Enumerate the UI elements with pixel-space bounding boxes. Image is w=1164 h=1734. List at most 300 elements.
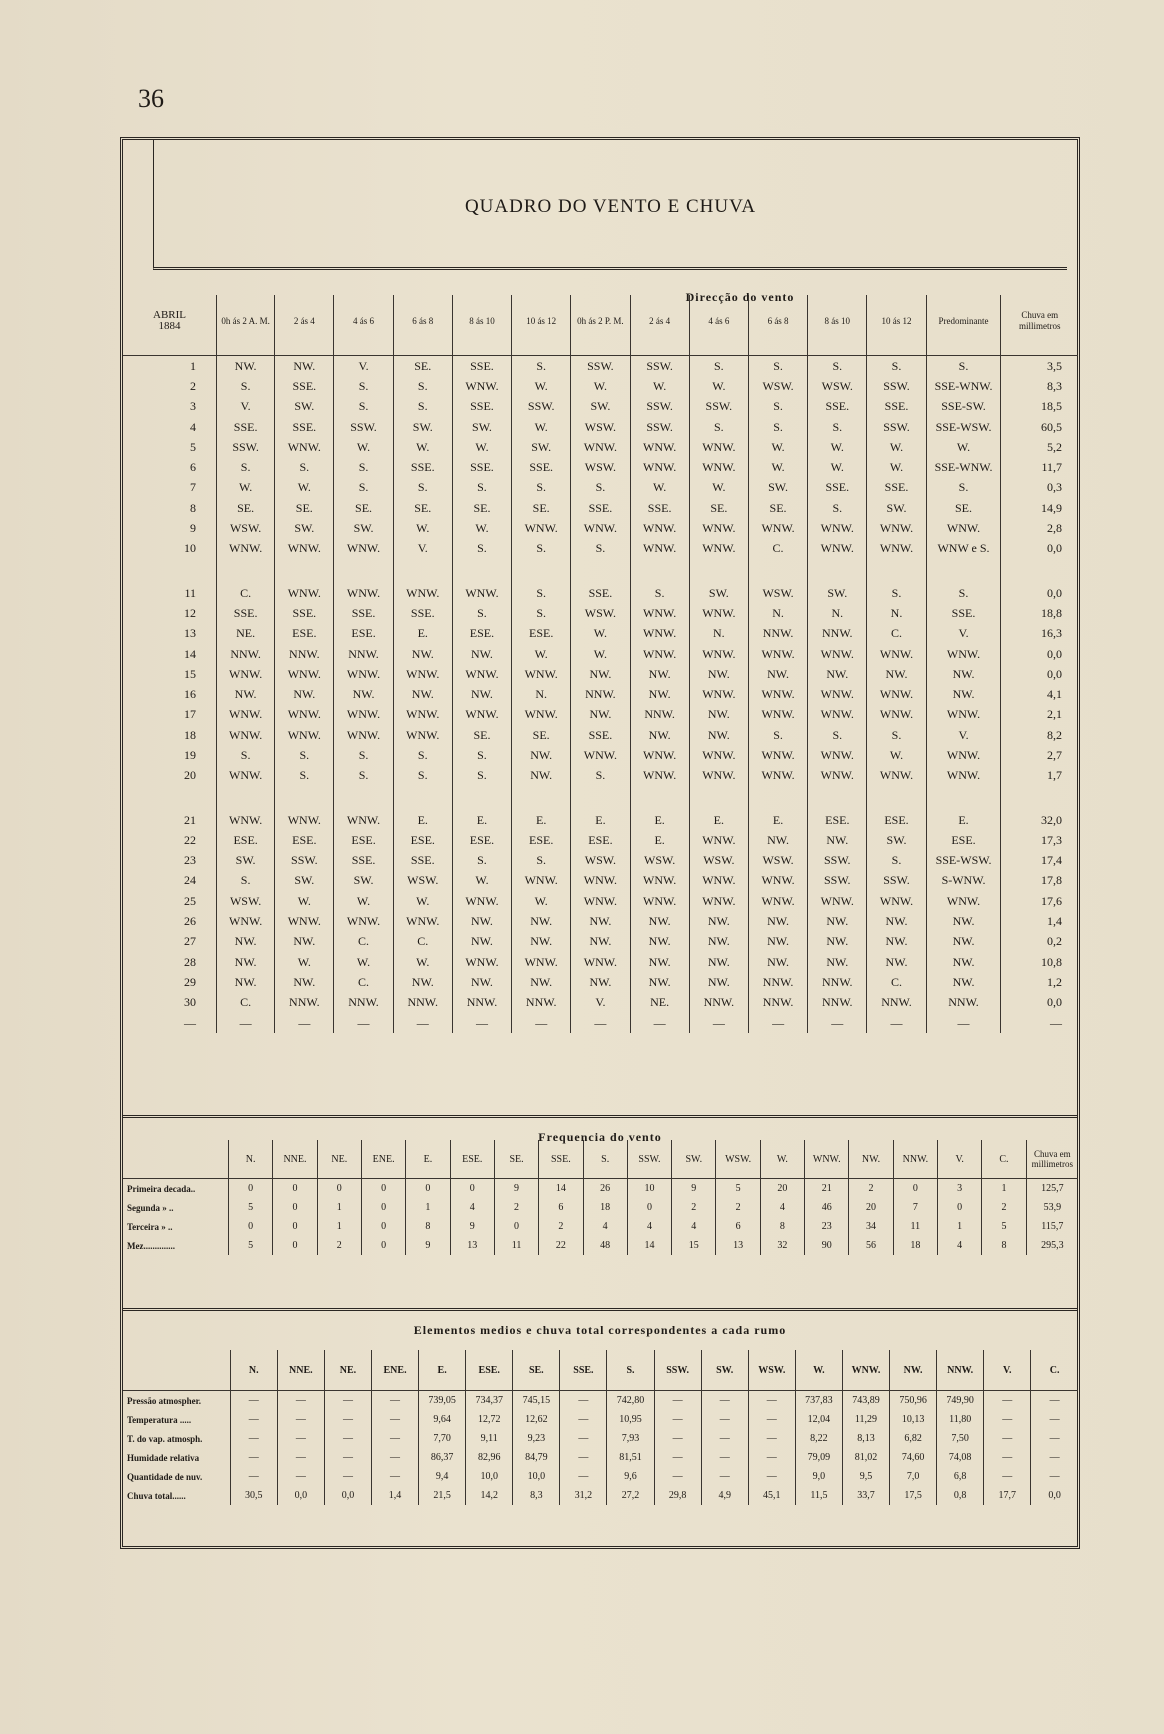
wind-cell: NW. [217, 952, 275, 972]
elem-cell: — [230, 1448, 277, 1467]
wind-cell: NNW. [748, 624, 807, 644]
elem-cell: — [654, 1448, 701, 1467]
wind-cell: V. [571, 993, 630, 1013]
predominant-cell: SSE-WSW. [926, 417, 1001, 437]
wind-cell: S. [393, 397, 452, 417]
elem-cell: — [372, 1391, 419, 1411]
elem-cell: — [277, 1467, 324, 1486]
freq-cell: 9 [406, 1236, 450, 1255]
freq-col-header: NE. [317, 1140, 361, 1179]
wind-cell: NNW. [808, 972, 867, 992]
wind-cell: NW. [630, 952, 689, 972]
rain-cell: 60,5 [1001, 417, 1078, 437]
freq-col-header: S. [583, 1140, 627, 1179]
wind-cell: SE. [689, 498, 748, 518]
elem-col-header: ENE. [372, 1350, 419, 1391]
wind-cell: S. [689, 417, 748, 437]
table-row [123, 911, 1078, 931]
wind-cell: WNW. [748, 644, 807, 664]
wind-cell: WNW. [217, 539, 275, 559]
elem-cell: — [372, 1429, 419, 1448]
wind-cell: SSE. [275, 417, 334, 437]
elem-cell: — [1031, 1429, 1078, 1448]
col-header: 10 ás 12 [867, 295, 926, 347]
table-row [123, 766, 1078, 786]
predominant-cell: WNW. [926, 745, 1001, 765]
table-row [123, 603, 1078, 623]
predominant-cell: WNW. [926, 766, 1001, 786]
rain-cell: 0,3 [1001, 478, 1078, 498]
wind-cell: E. [748, 810, 807, 830]
elem-cell: 7,70 [419, 1429, 466, 1448]
wind-cell: C. [334, 972, 393, 992]
elem-col-header: WNW. [842, 1350, 889, 1391]
rain-cell: 1,4 [1001, 911, 1078, 931]
wind-cell: WNW. [630, 766, 689, 786]
elem-cell: 74,60 [890, 1448, 937, 1467]
elem-col-header: ESE. [466, 1350, 513, 1391]
day-cell: 20 [184, 768, 197, 783]
wind-cell: S. [334, 376, 393, 396]
wind-cell: S. [393, 478, 452, 498]
wind-cell: SSE. [452, 356, 511, 377]
wind-cell: S. [393, 376, 452, 396]
freq-cell: 21 [805, 1179, 849, 1199]
wind-cell: WNW. [808, 518, 867, 538]
wind-cell: WNW. [571, 437, 630, 457]
wind-cell: W. [452, 437, 511, 457]
day-cell: 10 [184, 541, 197, 556]
elem-cell: 11,80 [937, 1410, 984, 1429]
wind-cell: S. [571, 539, 630, 559]
wind-cell: E. [630, 830, 689, 850]
freq-cell: 5 [229, 1236, 273, 1255]
wind-cell: NW. [689, 972, 748, 992]
elem-cell: 81,51 [607, 1448, 654, 1467]
wind-cell: NNW. [452, 993, 511, 1013]
wind-cell: SSW. [334, 417, 393, 437]
wind-cell: SSE. [808, 478, 867, 498]
wind-cell: S. [512, 851, 571, 871]
wind-cell: NNW. [808, 993, 867, 1013]
rain-cell: 17,3 [1001, 830, 1078, 850]
wind-cell: N. [689, 624, 748, 644]
wind-cell: WNW. [689, 603, 748, 623]
wind-cell: C. [748, 539, 807, 559]
freq-cell: 0 [494, 1217, 538, 1236]
wind-cell: WNW. [630, 457, 689, 477]
freq-cell: 2 [849, 1179, 893, 1199]
elem-cell: — [1031, 1410, 1078, 1429]
predominant-cell: E. [926, 810, 1001, 830]
wind-cell: W. [393, 518, 452, 538]
wind-cell: — [452, 1013, 511, 1033]
elem-cell: 12,04 [795, 1410, 842, 1429]
wind-cell: NW. [748, 664, 807, 684]
table-row [123, 664, 1078, 684]
elem-col-header: NW. [890, 1350, 937, 1391]
wind-cell: ESE. [512, 830, 571, 850]
table-row [123, 851, 1078, 871]
wind-cell: SSW. [571, 356, 630, 377]
wind-cell: WNW. [334, 911, 393, 931]
wind-cell: E. [689, 810, 748, 830]
wind-cell: NW. [571, 664, 630, 684]
wind-cell: S. [334, 766, 393, 786]
freq-cell: 0 [938, 1198, 982, 1217]
wind-cell: WNW. [689, 684, 748, 704]
elem-cell: 0,0 [277, 1486, 324, 1505]
table-row [123, 972, 1078, 992]
elem-cell: — [560, 1467, 607, 1486]
wind-cell: — [867, 1013, 926, 1033]
wind-cell: WNW. [630, 644, 689, 664]
rain-cell: 0,2 [1001, 932, 1078, 952]
wind-cell: SSW. [867, 871, 926, 891]
elem-cell: — [748, 1391, 795, 1411]
day-cell: 27 [184, 934, 197, 949]
title-box [153, 140, 1067, 270]
elem-cell: 743,89 [842, 1391, 889, 1411]
predominant-cell: SSE-WNW. [926, 376, 1001, 396]
freq-cell: 125,7 [1026, 1179, 1078, 1199]
table-row [123, 810, 1078, 830]
predominant-cell: WNW. [926, 705, 1001, 725]
year-label: 1884 [158, 320, 181, 332]
wind-cell: V. [217, 397, 275, 417]
wind-cell: S. [808, 417, 867, 437]
wind-cell: C. [867, 972, 926, 992]
elem-col-header: SW. [701, 1350, 748, 1391]
elem-col-header: C. [1031, 1350, 1078, 1391]
elem-cell: 10,13 [890, 1410, 937, 1429]
wind-cell: NW. [748, 932, 807, 952]
freq-col-header: NNW. [893, 1140, 937, 1179]
wind-cell: E. [571, 810, 630, 830]
elem-cell: 17,5 [890, 1486, 937, 1505]
table-row [123, 684, 1078, 704]
predominant-cell: WNW e S. [926, 539, 1001, 559]
wind-cell: — [512, 1013, 571, 1033]
rain-cell: 2,8 [1001, 518, 1078, 538]
wind-cell: NW. [808, 830, 867, 850]
wind-cell: WNW. [808, 539, 867, 559]
wind-cell: NW. [630, 911, 689, 931]
wind-cell: E. [452, 810, 511, 830]
wind-cell: S. [452, 745, 511, 765]
month-label: ABRIL [153, 309, 186, 321]
elem-col-header: SE. [513, 1350, 560, 1391]
freq-cell: 56 [849, 1236, 893, 1255]
wind-cell: NW. [393, 644, 452, 664]
wind-cell: WSW. [217, 891, 275, 911]
freq-cell: 23 [805, 1217, 849, 1236]
table-row [123, 644, 1078, 664]
wind-cell: WNW. [748, 518, 807, 538]
col-header: 2 ás 4 [630, 295, 689, 347]
wind-cell: WNW. [512, 518, 571, 538]
wind-cell: WNW. [217, 664, 275, 684]
wind-cell: NW. [808, 952, 867, 972]
freq-col-header: C. [982, 1140, 1026, 1179]
elem-cell: — [324, 1429, 371, 1448]
col-header: 6 ás 8 [393, 295, 452, 347]
wind-cell: C. [334, 932, 393, 952]
wind-cell: SW. [867, 498, 926, 518]
table-row [123, 1429, 1078, 1448]
table-row [123, 745, 1078, 765]
wind-cell: SSE. [393, 457, 452, 477]
elem-cell: — [230, 1391, 277, 1411]
day-cell: 19 [184, 747, 197, 762]
rain-cell: 2,7 [1001, 745, 1078, 765]
elem-cell: — [701, 1429, 748, 1448]
elem-col-header: W. [795, 1350, 842, 1391]
elem-col-header: SSW. [654, 1350, 701, 1391]
wind-cell: W. [334, 437, 393, 457]
table-row [123, 498, 1078, 518]
elem-cell: — [560, 1391, 607, 1411]
predominant-cell: SSE-SW. [926, 397, 1001, 417]
predominant-cell: NW. [926, 684, 1001, 704]
wind-cell: SSW. [630, 356, 689, 377]
rain-cell: 8,3 [1001, 376, 1078, 396]
wind-cell: ESE. [452, 624, 511, 644]
wind-cell: NNW. [748, 993, 807, 1013]
table-row [123, 1486, 1078, 1505]
wind-cell: W. [393, 952, 452, 972]
wind-cell: W. [452, 518, 511, 538]
freq-col-header: SW. [672, 1140, 716, 1179]
wind-cell: NW. [571, 911, 630, 931]
elem-col-header: E. [419, 1350, 466, 1391]
freq-cell: 1 [938, 1217, 982, 1236]
wind-cell: WSW. [748, 583, 807, 603]
wind-cell: S. [808, 356, 867, 377]
elem-col-header: N. [230, 1350, 277, 1391]
wind-cell: SSW. [867, 417, 926, 437]
wind-cell: SE. [452, 725, 511, 745]
freq-cell: 8 [982, 1236, 1026, 1255]
freq-cell: 2 [672, 1198, 716, 1217]
wind-cell: WNW. [808, 684, 867, 704]
elem-cell: — [748, 1467, 795, 1486]
wind-cell: WSW. [689, 851, 748, 871]
wind-cell: ESE. [452, 830, 511, 850]
freq-cell: 6 [539, 1198, 583, 1217]
elem-cell: 742,80 [607, 1391, 654, 1411]
wind-cell: W. [452, 871, 511, 891]
elem-cell: 79,09 [795, 1448, 842, 1467]
wind-cell: W. [867, 457, 926, 477]
wind-cell: N. [748, 603, 807, 623]
wind-cell: SW. [275, 397, 334, 417]
wind-cell: S. [393, 745, 452, 765]
predominant-cell: NW. [926, 664, 1001, 684]
day-cell: 8 [190, 500, 197, 515]
elem-cell: 82,96 [466, 1448, 513, 1467]
predominant-cell: WNW. [926, 644, 1001, 664]
wind-cell: NE. [217, 624, 275, 644]
wind-cell: SE. [217, 498, 275, 518]
wind-cell: — [571, 1013, 630, 1033]
wind-cell: NE. [630, 993, 689, 1013]
freq-cell: 0 [893, 1179, 937, 1199]
wind-cell: NW. [808, 932, 867, 952]
elem-cell: 7,0 [890, 1467, 937, 1486]
wind-cell: SE. [393, 498, 452, 518]
wind-cell: W. [334, 952, 393, 972]
wind-cell: NNW. [571, 684, 630, 704]
wind-cell: NW. [217, 972, 275, 992]
wind-cell: WNW. [452, 891, 511, 911]
freq-cell: 0 [273, 1217, 317, 1236]
wind-cell: NW. [748, 911, 807, 931]
wind-cell: SSW. [808, 851, 867, 871]
elem-cell: — [701, 1467, 748, 1486]
elem-cell: 739,05 [419, 1391, 466, 1411]
wind-cell: SSE. [334, 851, 393, 871]
elem-col-header: NE. [324, 1350, 371, 1391]
day-cell: 14 [184, 646, 197, 661]
wind-cell: WNW. [867, 684, 926, 704]
wind-cell: ESE. [334, 830, 393, 850]
wind-cell: NW. [867, 952, 926, 972]
elem-cell: 8,3 [513, 1486, 560, 1505]
wind-cell: SE. [334, 498, 393, 518]
predominant-cell: NW. [926, 911, 1001, 931]
wind-cell: S. [452, 539, 511, 559]
row-label: Primeira decada.. [127, 1183, 196, 1194]
elem-cell: 8,13 [842, 1429, 889, 1448]
wind-cell: S. [512, 478, 571, 498]
elem-cell: 84,79 [513, 1448, 560, 1467]
wind-cell: W. [689, 376, 748, 396]
day-cell: 24 [184, 873, 197, 888]
elem-cell: — [654, 1410, 701, 1429]
wind-cell: NW. [571, 932, 630, 952]
wind-cell: — [334, 1013, 393, 1033]
col-header: 6 ás 8 [748, 295, 807, 347]
predominant-cell: S. [926, 583, 1001, 603]
elements-table [123, 1350, 1078, 1505]
freq-cell: 0 [273, 1179, 317, 1199]
wind-cell: WNW. [275, 810, 334, 830]
wind-cell: S. [452, 851, 511, 871]
wind-cell: ESE. [393, 830, 452, 850]
wind-cell: WNW. [452, 376, 511, 396]
wind-cell: WNW. [512, 705, 571, 725]
wind-cell: SSE. [334, 603, 393, 623]
freq-cell: 4 [627, 1217, 671, 1236]
wind-cell: WNW. [571, 745, 630, 765]
freq-cell: 20 [760, 1179, 804, 1199]
predominant-cell: S. [926, 478, 1001, 498]
wind-cell: SSE. [217, 417, 275, 437]
wind-cell: NW. [867, 932, 926, 952]
wind-cell: S. [748, 397, 807, 417]
wind-cell: WNW. [630, 891, 689, 911]
wind-cell: WNW. [571, 891, 630, 911]
wind-cell: SW. [748, 478, 807, 498]
wind-cell: NW. [512, 932, 571, 952]
wind-cell: WNW. [393, 705, 452, 725]
rain-cell: 0,0 [1001, 664, 1078, 684]
col-header: 10 ás 12 [512, 295, 571, 347]
rain-cell: 18,8 [1001, 603, 1078, 623]
wind-cell: NW. [689, 952, 748, 972]
wind-cell: WNW. [217, 810, 275, 830]
freq-cell: 7 [893, 1198, 937, 1217]
freq-cell: 115,7 [1026, 1217, 1078, 1236]
rain-cell: 14,9 [1001, 498, 1078, 518]
wind-cell: WNW. [275, 437, 334, 457]
wind-cell: NW. [571, 705, 630, 725]
freq-cell: 15 [672, 1236, 716, 1255]
wind-cell: C. [217, 583, 275, 603]
elem-cell: — [324, 1410, 371, 1429]
wind-cell: S. [452, 478, 511, 498]
table-row [123, 830, 1078, 850]
wind-cell: S. [748, 725, 807, 745]
wind-cell: W. [512, 417, 571, 437]
wind-cell: WNW. [217, 705, 275, 725]
day-cell: 15 [184, 666, 197, 681]
freq-cell: 34 [849, 1217, 893, 1236]
table-row [123, 376, 1078, 396]
predominant-cell: NW. [926, 952, 1001, 972]
wind-cell: NW. [452, 911, 511, 931]
elem-cell: — [560, 1448, 607, 1467]
predominant-cell: S-WNW. [926, 871, 1001, 891]
wind-cell: NW. [748, 830, 807, 850]
wind-cell: WNW. [808, 705, 867, 725]
freq-col-header: ESE. [450, 1140, 494, 1179]
wind-cell: W. [630, 376, 689, 396]
wind-cell: SSE. [571, 498, 630, 518]
freq-cell: 1 [317, 1217, 361, 1236]
col-header: 0h ás 2 P. M. [571, 295, 630, 347]
predominant-cell: ESE. [926, 830, 1001, 850]
wind-cell: SSE. [571, 725, 630, 745]
elem-cell: 9,4 [419, 1467, 466, 1486]
wind-cell: NW. [217, 684, 275, 704]
rain-cell: 5,2 [1001, 437, 1078, 457]
wind-cell: SE. [393, 356, 452, 377]
freq-cell: 4 [583, 1217, 627, 1236]
freq-cell: 0 [627, 1198, 671, 1217]
freq-cell: 6 [716, 1217, 760, 1236]
row-label: Temperatura ..... [127, 1414, 192, 1425]
elem-cell: 6,82 [890, 1429, 937, 1448]
wind-cell: WSW. [808, 376, 867, 396]
rain-cell: 18,5 [1001, 397, 1078, 417]
wind-cell: WNW. [452, 705, 511, 725]
elem-cell: — [984, 1391, 1031, 1411]
wind-cell: WNW. [630, 745, 689, 765]
elem-cell: 10,0 [513, 1467, 560, 1486]
wind-cell: WNW. [334, 539, 393, 559]
wind-cell: W. [512, 891, 571, 911]
wind-cell: NNW. [334, 644, 393, 664]
col-header: 8 ás 10 [452, 295, 511, 347]
freq-col-header: NW. [849, 1140, 893, 1179]
freq-cell: 32 [760, 1236, 804, 1255]
day-cell: 5 [190, 439, 197, 454]
wind-cell: WSW. [630, 851, 689, 871]
elem-cell: 29,8 [654, 1486, 701, 1505]
freq-cell: 0 [361, 1236, 405, 1255]
